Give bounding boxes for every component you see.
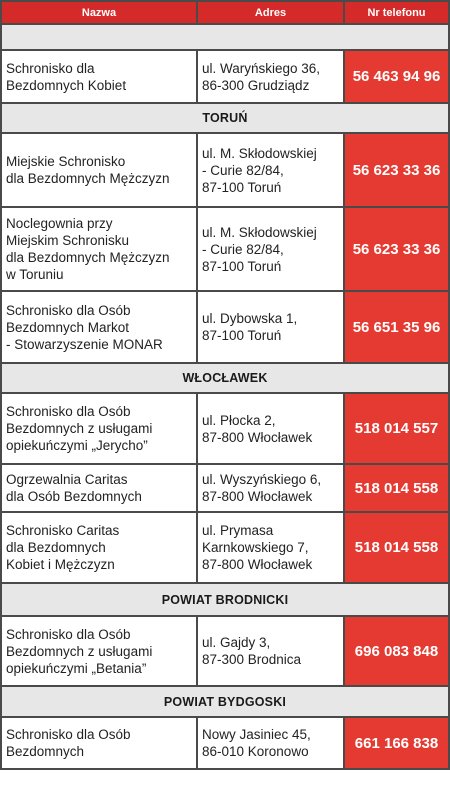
section-header	[1, 363, 449, 393]
shelter-phone: 518 014 557	[344, 393, 449, 464]
table-row	[1, 393, 449, 464]
shelter-address: ul. Płocka 2, 87-800 Włocławek	[202, 412, 313, 445]
column-header-name: Nazwa	[1, 1, 197, 24]
section-title: POWIAT BRODNICKI	[1, 583, 449, 616]
section-title: POWIAT BYDGOSKI	[1, 686, 449, 717]
table-row	[1, 717, 449, 769]
shelter-phone: 56 623 33 36	[344, 133, 449, 207]
table-row	[1, 291, 449, 363]
shelter-address: ul. M. Skłodowskiej - Curie 82/84, 87-100 Toruń	[202, 145, 317, 195]
section-header	[1, 103, 449, 133]
shelter-phone: 518 014 558	[344, 512, 449, 583]
shelter-name: Schronisko dla Osób Bezdomnych Markot - Stowarzyszenie MONAR	[6, 302, 163, 352]
table-row	[1, 512, 449, 583]
shelter-address: ul. M. Skłodowskiej - Curie 82/84, 87-100 Toruń	[202, 224, 317, 274]
table-row	[1, 50, 449, 103]
section-title: TORUŃ	[1, 103, 449, 133]
shelter-phone: 56 623 33 36	[344, 207, 449, 291]
shelter-address: ul. Waryńskiego 36, 86-300 Grudziądz	[202, 60, 321, 93]
shelter-address: ul. Prymasa Karnkowskiego 7, 87-800 Włocławek	[202, 523, 313, 572]
table-row	[1, 464, 449, 512]
section-header	[1, 583, 449, 616]
shelter-name: Schronisko dla Bezdomnych Kobiet	[6, 60, 127, 93]
shelter-name: Schronisko dla Osób Bezdomnych z usługami opiekuńczymi „Jerycho”	[6, 404, 153, 453]
section-header	[1, 686, 449, 717]
table-row	[1, 616, 449, 686]
shelter-address: Nowy Jasiniec 45, 86-010 Koronowo	[202, 727, 311, 759]
shelter-phone: 661 166 838	[344, 717, 449, 769]
shelter-address: ul. Gajdy 3, 87-300 Brodnica	[202, 635, 302, 667]
shelter-phone: 518 014 558	[344, 464, 449, 512]
shelter-phone: 56 651 35 96	[344, 291, 449, 363]
section-spacer	[1, 24, 449, 50]
shelter-name: Ogrzewalnia Caritas dla Osób Bezdomnych	[6, 472, 142, 504]
shelter-name: Schronisko dla Osób Bezdomnych z usługami opiekuńczymi „Betania”	[6, 626, 153, 676]
section-title: WŁOCŁAWEK	[1, 363, 449, 393]
shelter-name: Noclegownia przy Miejskim Schronisku dla Bezdomnych Mężczyzn w Toruniu	[6, 216, 170, 282]
table-row	[1, 207, 449, 291]
table-row	[1, 133, 449, 207]
column-header-address: Adres	[197, 1, 344, 24]
shelter-address: ul. Dybowska 1, 87-100 Toruń	[202, 311, 298, 343]
column-header-phone: Nr telefonu	[344, 1, 449, 24]
shelter-phone: 696 083 848	[344, 616, 449, 686]
shelter-name: Miejskie Schronisko dla Bezdomnych Mężczyzn	[6, 154, 170, 186]
shelter-name: Schronisko Caritas dla Bezdomnych Kobiet i Mężczyzn	[6, 523, 120, 572]
shelter-phone: 56 463 94 96	[344, 50, 449, 103]
header-row	[1, 1, 449, 24]
shelter-address: ul. Wyszyńskiego 6, 87-800 Włocławek	[202, 472, 322, 504]
shelter-name: Schronisko dla Osób Bezdomnych	[6, 727, 131, 759]
